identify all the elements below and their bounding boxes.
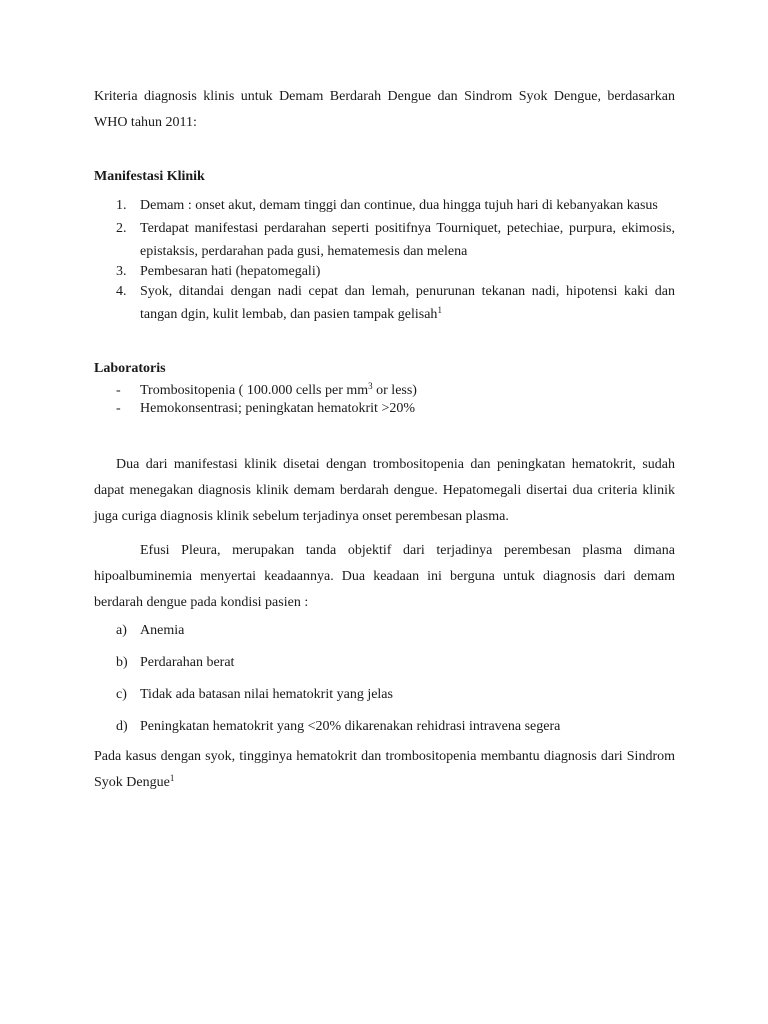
list-item-text: Trombositopenia ( 100.000 cells per mm	[140, 383, 369, 398]
list-bullet: -	[116, 383, 121, 398]
list-bullet: -	[116, 401, 121, 416]
list-item-text: Perdarahan berat	[140, 655, 235, 670]
paragraph-diagnosis: Dua dari manifestasi klinik disetai dengan trombositopenia dan peningkatan hematokrit, sudah dapat menegakan diagnosis klinik demam berdarah dengue. Hepatomegali disertai dua criteria klinik juga curiga diagnosis klinik sebelum terjadinya onset perembesan plasma.	[94, 457, 675, 524]
list-label: c)	[116, 687, 127, 702]
closing-paragraph	[94, 744, 675, 796]
list-label: b)	[116, 655, 128, 670]
intro-paragraph: Kriteria diagnosis klinis untuk Demam Berdarah Dengue dan Sindrom Syok Dengue, berdasarkan WHO tahun 2011:	[94, 89, 675, 130]
paragraph-efusi-pleura: Efusi Pleura, merupakan tanda objektif dari terjadinya perembesan plasma dimana hipoalbuminemia menyertai keadaannya. Dua keadaan ini berguna untuk diagnosis dari demam berdarah dengue pada kondisi pasien :	[94, 543, 675, 610]
list-item	[94, 263, 675, 280]
conditions-list	[94, 622, 675, 736]
manifestasi-list	[94, 194, 675, 326]
list-item	[94, 622, 675, 640]
document-body	[94, 84, 675, 796]
closing-text: Pada kasus dengan syok, tingginya hematokrit dan trombositopenia membantu diagnosis dari Sindrom Syok Dengue	[94, 749, 675, 790]
footnote-marker: 1	[169, 773, 175, 783]
list-item-text: Syok, ditandai dengan nadi cepat dan lemah, penurunan tekanan nadi, hipotensi kaki dan tangan dgin, kulit lembab, dan pasien tampak gelisah	[140, 284, 675, 322]
list-item-text: Terdapat manifestasi perdarahan seperti positifnya Tourniquet, petechiae, purpura, ekimosis, epistaksis, perdarahan pada gusi, hematemesis dan melena	[140, 221, 675, 259]
list-item-text: Pembesaran hati (hepatomegali)	[140, 264, 321, 279]
list-number: 3.	[116, 264, 127, 279]
list-label: d)	[116, 719, 128, 734]
list-item-text: Peningkatan hematokrit yang <20% dikarenakan rehidrasi intravena segera	[140, 719, 561, 734]
list-item-text: or less)	[372, 383, 417, 398]
section-heading-manifestasi: Manifestasi Klinik	[94, 169, 205, 184]
list-number: 4.	[116, 284, 127, 299]
list-item-text: Anemia	[140, 623, 185, 638]
list-item	[94, 654, 675, 672]
superscript: 3	[368, 381, 373, 391]
list-item	[94, 718, 675, 736]
list-item	[94, 217, 675, 263]
list-item	[94, 400, 675, 418]
list-item-text: Hemokonsentrasi; peningkatan hematokrit >20%	[140, 401, 415, 416]
list-item	[94, 686, 675, 704]
footnote-marker: 1	[437, 305, 442, 315]
list-number: 2.	[116, 221, 127, 236]
laboratoris-list	[94, 382, 675, 418]
list-item	[94, 382, 675, 400]
list-item	[94, 280, 675, 326]
section-heading-laboratoris: Laboratoris	[94, 361, 166, 376]
list-item-text: Demam : onset akut, demam tinggi dan continue, dua hingga tujuh hari di kebanyakan kasus	[140, 198, 658, 213]
list-item-text: Tidak ada batasan nilai hematokrit yang jelas	[140, 687, 393, 702]
list-number: 1.	[116, 198, 127, 213]
list-label: a)	[116, 623, 127, 638]
list-item	[94, 194, 675, 217]
